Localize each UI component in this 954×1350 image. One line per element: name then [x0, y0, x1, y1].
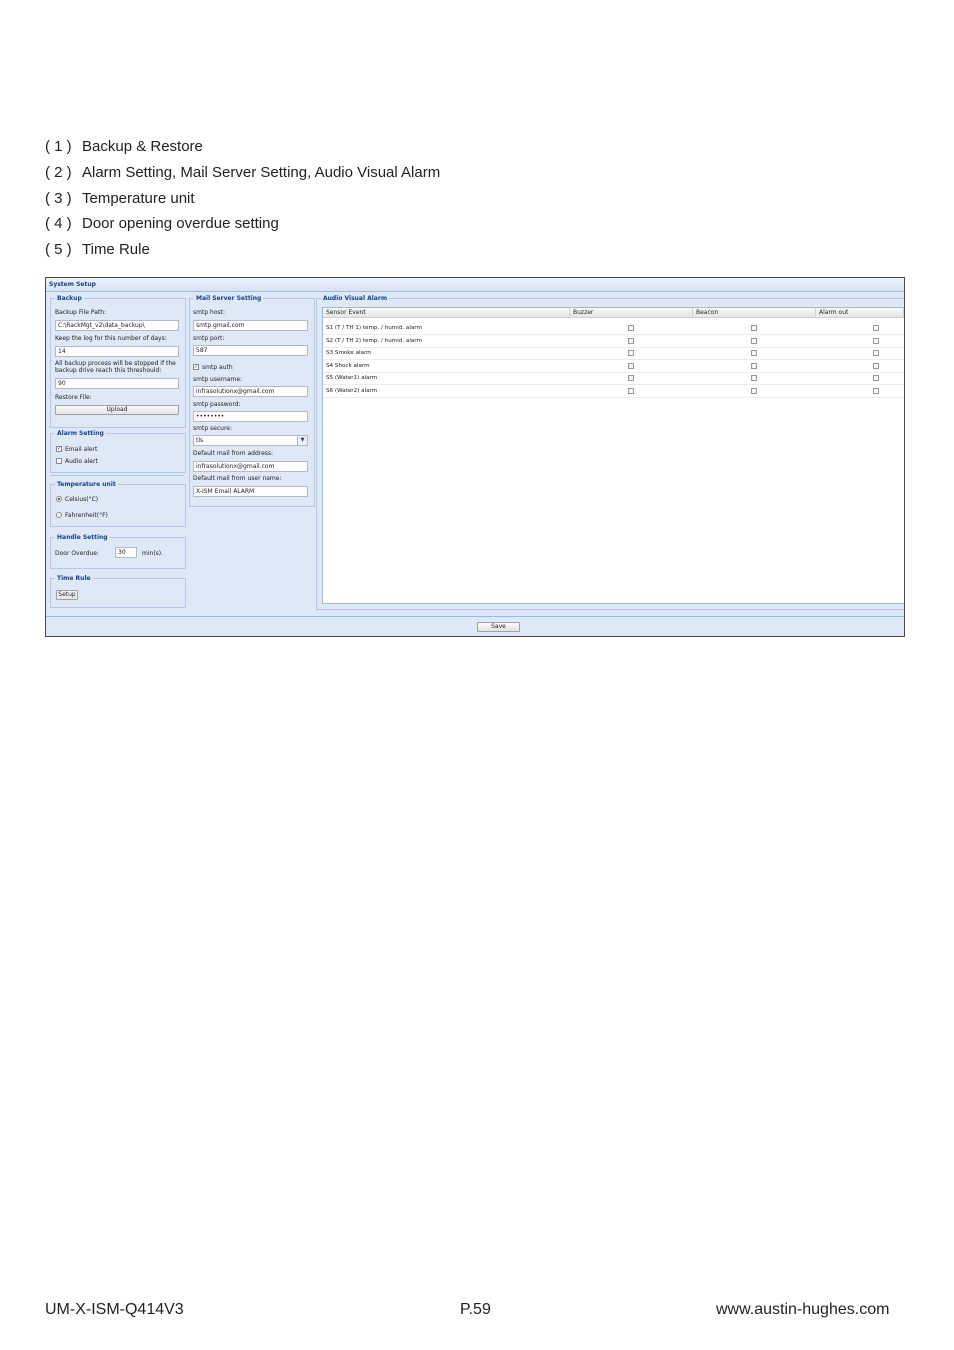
backup-path-input[interactable]: C:\RackMgt_v2\data_backup\ — [55, 320, 179, 331]
document-code: UM-X-ISM-Q414V3 — [45, 1301, 184, 1318]
fahrenheit-radio[interactable] — [56, 512, 62, 518]
handle-setting-fieldset — [50, 534, 186, 569]
column-sensor-event[interactable]: Sensor Event — [323, 308, 570, 317]
section-item — [45, 240, 440, 266]
smtp-secure-select[interactable] — [193, 435, 308, 446]
table-row — [323, 372, 904, 385]
smtp-secure-label: smtp secure: — [193, 425, 233, 432]
system-setup-title: System Setup — [46, 278, 904, 292]
buzzer-checkbox[interactable] — [628, 338, 634, 344]
save-button[interactable]: Save — [477, 622, 520, 632]
audio-alert-checkbox[interactable] — [56, 458, 62, 464]
time-rule-fieldset — [50, 575, 186, 608]
audio-alert-label: Audio alert — [65, 458, 98, 465]
section-number: ( 5 ) — [45, 241, 72, 259]
alarm-setting-legend: Alarm Setting — [57, 430, 104, 437]
section-list — [45, 137, 440, 266]
table-row — [323, 360, 904, 373]
beacon-checkbox[interactable] — [751, 338, 757, 344]
section-item — [45, 163, 440, 189]
page-number: P.59 — [460, 1301, 491, 1318]
from-address-label: Default mail from address: — [193, 450, 274, 457]
section-item — [45, 214, 440, 240]
buzzer-checkbox[interactable] — [628, 350, 634, 356]
door-overdue-input[interactable]: 30 — [115, 547, 137, 558]
sensor-event-cell: S1 (T / TH 1) temp. / humid. alarm — [326, 325, 422, 331]
celsius-radio[interactable] — [56, 496, 62, 502]
smtp-username-input[interactable]: infrasolutionx@gmail.com — [193, 386, 308, 397]
handle-setting-legend: Handle Setting — [57, 534, 108, 541]
door-overdue-unit: min(s). — [142, 550, 164, 557]
upload-button[interactable]: Upload — [55, 405, 179, 415]
smtp-secure-value: tls — [196, 437, 204, 444]
section-number: ( 3 ) — [45, 189, 72, 207]
alarm-setting-fieldset — [50, 430, 186, 473]
beacon-checkbox[interactable] — [751, 375, 757, 381]
time-rule-setup-button[interactable]: Setup — [56, 590, 78, 600]
smtp-port-input[interactable]: 587 — [193, 345, 308, 356]
section-text: Door opening overdue setting — [82, 215, 279, 233]
smtp-password-label: smtp password: — [193, 401, 241, 408]
chevron-down-icon[interactable]: ▼ — [297, 436, 307, 445]
section-text: Backup & Restore — [82, 138, 203, 155]
audio-visual-legend: Audio Visual Alarm — [323, 295, 388, 302]
temperature-unit-fieldset — [50, 481, 186, 527]
sensor-event-cell: S4 Shock alarm — [326, 362, 370, 369]
column-beacon[interactable]: Beacon — [693, 308, 816, 317]
column-alarm-out[interactable]: Alarm out — [816, 308, 904, 317]
sensor-event-cell: S3 Smoke alarm — [326, 350, 372, 356]
smtp-host-label: smtp host: — [193, 309, 226, 316]
beacon-checkbox[interactable] — [751, 325, 757, 331]
keep-days-label: Keep the log for this number of days: — [55, 335, 167, 342]
fahrenheit-label: Fahrenheit(°F) — [65, 512, 108, 519]
restore-file-label: Restore File: — [55, 394, 92, 401]
section-text: Alarm Setting, Mail Server Setting, Audio Visual Alarm — [82, 163, 441, 181]
alarm-out-checkbox[interactable] — [873, 338, 879, 344]
from-name-label: Default mail from user name: — [193, 475, 282, 482]
table-row — [323, 385, 904, 398]
celsius-label: Celsius(°C) — [65, 496, 99, 503]
grid-header — [323, 308, 904, 318]
backup-path-label: Backup File Path: — [55, 309, 107, 316]
time-rule-legend: Time Rule — [57, 575, 91, 582]
table-row — [323, 322, 904, 335]
buzzer-checkbox[interactable] — [628, 375, 634, 381]
beacon-checkbox[interactable] — [751, 388, 757, 394]
smtp-auth-checkbox[interactable]: ✓ — [194, 364, 199, 370]
alarm-out-checkbox[interactable] — [873, 325, 879, 331]
buzzer-checkbox[interactable] — [628, 363, 634, 369]
threshold-label-line1: All backup process will be stopped if the — [55, 360, 176, 367]
section-item — [45, 189, 440, 215]
alarm-out-checkbox[interactable] — [873, 375, 879, 381]
backup-legend: Backup — [57, 295, 82, 302]
door-overdue-label: Door Overdue: — [55, 550, 99, 557]
section-number: ( 2 ) — [45, 163, 72, 181]
buzzer-checkbox[interactable] — [628, 388, 634, 394]
table-row — [323, 335, 904, 348]
smtp-username-label: smtp username: — [193, 376, 243, 383]
website-url: www.austin-hughes.com — [716, 1301, 890, 1318]
keep-days-input[interactable]: 14 — [55, 346, 179, 357]
from-name-input[interactable]: X-ISM Email ALARM — [193, 486, 308, 497]
column-buzzer[interactable]: Buzzer — [570, 308, 693, 317]
alarm-out-checkbox[interactable] — [873, 363, 879, 369]
section-number: ( 1 ) — [45, 138, 72, 155]
smtp-auth-label: smtp auth — [202, 364, 233, 371]
alarm-out-checkbox[interactable] — [873, 388, 879, 394]
section-number: ( 4 ) — [45, 215, 72, 233]
beacon-checkbox[interactable] — [751, 350, 757, 356]
section-item — [45, 137, 440, 163]
threshold-label-line2: backup drive reach this threshould: — [55, 367, 162, 374]
section-text: Temperature unit — [82, 189, 195, 207]
sensor-event-cell: S5 (Water1) alarm — [326, 375, 378, 381]
mail-server-fieldset — [189, 295, 315, 507]
footer-divider — [46, 616, 904, 617]
smtp-port-label: smtp port: — [193, 335, 225, 342]
smtp-host-input[interactable]: smtp.gmail.com — [193, 320, 308, 331]
email-alert-label: Email alert — [65, 446, 98, 453]
sensor-event-cell: S2 (T / TH 2) temp. / humid. alarm — [326, 337, 422, 344]
temperature-unit-legend: Temperature unit — [57, 481, 116, 488]
smtp-password-input[interactable]: •••••••• — [193, 411, 308, 422]
system-setup-screenshot — [45, 277, 905, 637]
threshold-input[interactable]: 90 — [55, 378, 179, 389]
backup-fieldset — [50, 295, 186, 428]
mail-server-legend: Mail Server Setting — [196, 295, 262, 302]
alarm-out-checkbox[interactable] — [873, 350, 879, 356]
from-address-input[interactable]: infrasolutionx@gmail.com — [193, 461, 308, 472]
audio-visual-grid — [322, 307, 905, 604]
beacon-checkbox[interactable] — [751, 363, 757, 369]
email-alert-checkbox[interactable]: ✓ — [57, 446, 62, 452]
buzzer-checkbox[interactable] — [628, 325, 634, 331]
table-row — [323, 347, 904, 360]
sensor-event-cell: S6 (Water2) alarm — [326, 387, 378, 394]
divider — [50, 475, 184, 476]
section-text: Time Rule — [82, 241, 150, 259]
